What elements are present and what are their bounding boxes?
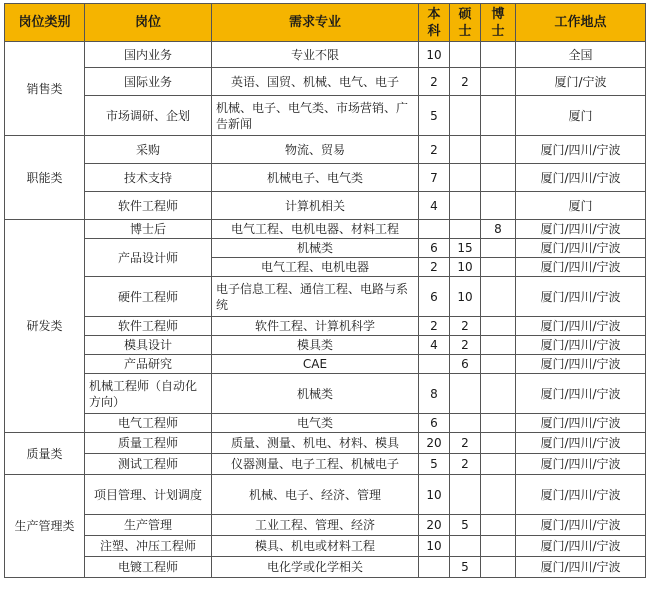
location-cell: 厦门/四川/宁波 [516,220,646,239]
location-cell: 厦门/四川/宁波 [516,258,646,277]
bachelor-cell [419,557,450,578]
phd-cell [481,336,516,355]
position-cell: 机械工程师（自动化方向） [85,374,212,414]
location-cell: 全国 [516,42,646,68]
table-row [5,277,646,317]
location-cell: 厦门/四川/宁波 [516,475,646,515]
table-row [5,475,646,515]
category-cell: 销售类 [5,42,85,136]
phd-cell [481,164,516,192]
master-cell [450,414,481,433]
major-cell: CAE [212,355,419,374]
master-cell: 2 [450,454,481,475]
bachelor-cell: 2 [419,68,450,96]
header-position: 岗位 [85,4,212,42]
recruitment-table [4,3,646,578]
bachelor-cell: 6 [419,277,450,317]
bachelor-cell: 10 [419,536,450,557]
master-cell [450,192,481,220]
bachelor-cell [419,355,450,374]
location-cell: 厦门/四川/宁波 [516,557,646,578]
header-master: 硕士 [450,4,481,42]
category-cell: 研发类 [5,220,85,433]
bachelor-cell: 4 [419,192,450,220]
header-phd: 博士 [481,4,516,42]
location-cell: 厦门/四川/宁波 [516,239,646,258]
major-cell: 专业不限 [212,42,419,68]
major-cell: 电子信息工程、通信工程、电路与系统 [212,277,419,317]
position-cell: 质量工程师 [85,433,212,454]
table-row [5,317,646,336]
phd-cell [481,317,516,336]
location-cell: 厦门/四川/宁波 [516,136,646,164]
major-cell: 机械类 [212,239,419,258]
location-cell: 厦门/四川/宁波 [516,433,646,454]
table-row [5,239,646,258]
position-cell: 注塑、冲压工程师 [85,536,212,557]
table-row [5,164,646,192]
category-cell: 生产管理类 [5,475,85,578]
bachelor-cell: 20 [419,515,450,536]
phd-cell [481,192,516,220]
bachelor-cell: 10 [419,475,450,515]
location-cell: 厦门/四川/宁波 [516,414,646,433]
master-cell: 15 [450,239,481,258]
position-cell: 技术支持 [85,164,212,192]
header-category: 岗位类别 [5,4,85,42]
table-row [5,374,646,414]
location-cell: 厦门/四川/宁波 [516,336,646,355]
major-cell: 机械电子、电气类 [212,164,419,192]
bachelor-cell: 20 [419,433,450,454]
category-cell: 质量类 [5,433,85,475]
master-cell [450,136,481,164]
master-cell [450,220,481,239]
location-cell: 厦门 [516,96,646,136]
bachelor-cell: 7 [419,164,450,192]
major-cell: 电气类 [212,414,419,433]
bachelor-cell: 2 [419,258,450,277]
phd-cell [481,42,516,68]
position-cell: 产品研究 [85,355,212,374]
category-cell: 职能类 [5,136,85,220]
table-row [5,515,646,536]
phd-cell [481,414,516,433]
major-cell: 模具、机电或材料工程 [212,536,419,557]
location-cell: 厦门/四川/宁波 [516,277,646,317]
table-row [5,557,646,578]
table-row [5,68,646,96]
bachelor-cell [419,220,450,239]
phd-cell [481,68,516,96]
position-cell: 软件工程师 [85,317,212,336]
header-major: 需求专业 [212,4,419,42]
position-cell: 项目管理、计划调度 [85,475,212,515]
location-cell: 厦门/四川/宁波 [516,317,646,336]
phd-cell [481,536,516,557]
phd-cell [481,355,516,374]
phd-cell [481,258,516,277]
phd-cell [481,454,516,475]
major-cell: 仪器测量、电子工程、机械电子 [212,454,419,475]
major-cell: 电气工程、电机电器 [212,258,419,277]
position-cell: 生产管理 [85,515,212,536]
major-cell: 机械、电子、电气类、市场营销、广告新闻 [212,96,419,136]
position-cell: 采购 [85,136,212,164]
position-cell: 国内业务 [85,42,212,68]
position-cell: 博士后 [85,220,212,239]
position-cell: 产品设计师 [85,239,212,277]
bachelor-cell: 5 [419,454,450,475]
location-cell: 厦门/四川/宁波 [516,454,646,475]
master-cell: 2 [450,68,481,96]
bachelor-cell: 6 [419,239,450,258]
master-cell: 10 [450,258,481,277]
master-cell: 5 [450,515,481,536]
table-row [5,454,646,475]
table-row [5,536,646,557]
master-cell [450,42,481,68]
table-row [5,433,646,454]
header-location: 工作地点 [516,4,646,42]
master-cell: 6 [450,355,481,374]
location-cell: 厦门/四川/宁波 [516,355,646,374]
phd-cell [481,515,516,536]
phd-cell [481,374,516,414]
position-cell: 软件工程师 [85,192,212,220]
master-cell: 2 [450,433,481,454]
major-cell: 计算机相关 [212,192,419,220]
phd-cell [481,475,516,515]
position-cell: 模具设计 [85,336,212,355]
major-cell: 机械类 [212,374,419,414]
location-cell: 厦门/四川/宁波 [516,515,646,536]
major-cell: 电化学或化学相关 [212,557,419,578]
table-row [5,336,646,355]
master-cell: 5 [450,557,481,578]
phd-cell [481,433,516,454]
table-row [5,220,646,239]
master-cell [450,374,481,414]
master-cell: 2 [450,317,481,336]
bachelor-cell: 8 [419,374,450,414]
table-row [5,192,646,220]
table-row [5,414,646,433]
location-cell: 厦门/四川/宁波 [516,536,646,557]
master-cell: 10 [450,277,481,317]
bachelor-cell: 5 [419,96,450,136]
table-row [5,42,646,68]
phd-cell [481,96,516,136]
phd-cell: 8 [481,220,516,239]
bachelor-cell: 6 [419,414,450,433]
bachelor-cell: 4 [419,336,450,355]
position-cell: 国际业务 [85,68,212,96]
major-cell: 软件工程、计算机科学 [212,317,419,336]
position-cell: 测试工程师 [85,454,212,475]
table-row [5,96,646,136]
location-cell: 厦门/四川/宁波 [516,374,646,414]
master-cell: 2 [450,336,481,355]
major-cell: 英语、国贸、机械、电气、电子 [212,68,419,96]
position-cell: 电气工程师 [85,414,212,433]
bachelor-cell: 10 [419,42,450,68]
position-cell: 硬件工程师 [85,277,212,317]
major-cell: 模具类 [212,336,419,355]
location-cell: 厦门/宁波 [516,68,646,96]
phd-cell [481,239,516,258]
bachelor-cell: 2 [419,136,450,164]
location-cell: 厦门/四川/宁波 [516,164,646,192]
header-bachelor: 本科 [419,4,450,42]
phd-cell [481,557,516,578]
table-row [5,355,646,374]
master-cell [450,164,481,192]
position-cell: 电镀工程师 [85,557,212,578]
major-cell: 机械、电子、经济、管理 [212,475,419,515]
major-cell: 工业工程、管理、经济 [212,515,419,536]
location-cell: 厦门 [516,192,646,220]
major-cell: 质量、测量、机电、材料、模具 [212,433,419,454]
major-cell: 电气工程、电机电器、材料工程 [212,220,419,239]
phd-cell [481,277,516,317]
phd-cell [481,136,516,164]
major-cell: 物流、贸易 [212,136,419,164]
position-cell: 市场调研、企划 [85,96,212,136]
master-cell [450,96,481,136]
table-row [5,136,646,164]
header-row [5,4,646,42]
master-cell [450,536,481,557]
master-cell [450,475,481,515]
bachelor-cell: 2 [419,317,450,336]
